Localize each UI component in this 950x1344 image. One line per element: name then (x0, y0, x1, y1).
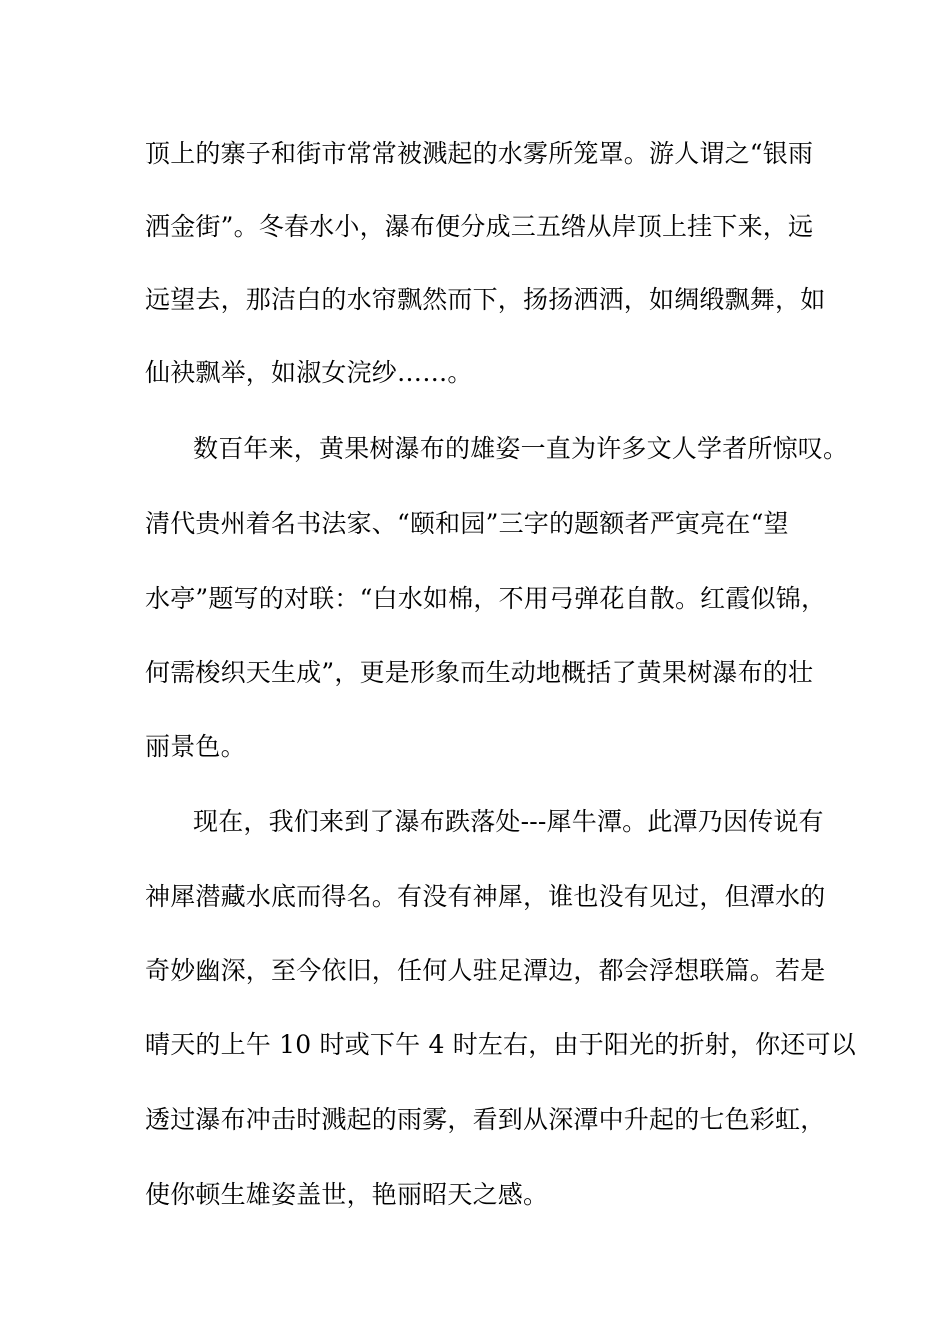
paragraph-3-line-4: 晴天的上午 10 时或下午 4 时左右，由于阳光的折射，你还可以 (145, 1030, 856, 1059)
paragraph-3-line-1: 现在，我们来到了瀑布跌落处---犀牛潭。此潭乃因传说有 (193, 807, 824, 836)
paragraph-3-line-2: 神犀潜藏水底而得名。有没有神犀，谁也没有见过，但潭水的 (145, 882, 826, 911)
paragraph-3-line-3: 奇妙幽深，至今依旧，任何人驻足潭边，都会浮想联篇。若是 (145, 956, 826, 985)
paragraph-3-line-5: 透过瀑布冲击时溅起的雨雾，看到从深潭中升起的七色彩虹， (145, 1105, 826, 1134)
paragraph-1-line-2: 洒金街”。冬春水小，瀑布便分成三五绺从岸顶上挂下来，远 (145, 212, 814, 241)
paragraph-2-line-4: 何需梭织天生成”，更是形象而生动地概括了黄果树瀑布的壮 (145, 658, 814, 687)
paragraph-1-line-1: 顶上的寨子和街市常常被溅起的水雾所笼罩。游人谓之“银雨 (145, 139, 814, 168)
paragraph-2-line-2: 清代贵州着名书法家、“颐和园”三字的题额者严寅亮在“望 (145, 509, 789, 538)
paragraph-2-line-5: 丽景色。 (145, 732, 246, 761)
paragraph-1-line-4: 仙袂飘举，如淑女浣纱……。 (145, 358, 473, 387)
paragraph-2-line-1: 数百年来，黄果树瀑布的雄姿一直为许多文人学者所惊叹。 (193, 434, 849, 463)
paragraph-2-line-3: 水亭”题写的对联：“白水如棉，不用弓弹花自散。红霞似锦， (145, 584, 827, 613)
paragraph-1-line-3: 远望去，那洁白的水帘飘然而下，扬扬洒洒，如绸缎飘舞，如 (145, 285, 826, 314)
paragraph-3-line-6: 使你顿生雄姿盖世，艳丽昭天之感。 (145, 1180, 549, 1209)
